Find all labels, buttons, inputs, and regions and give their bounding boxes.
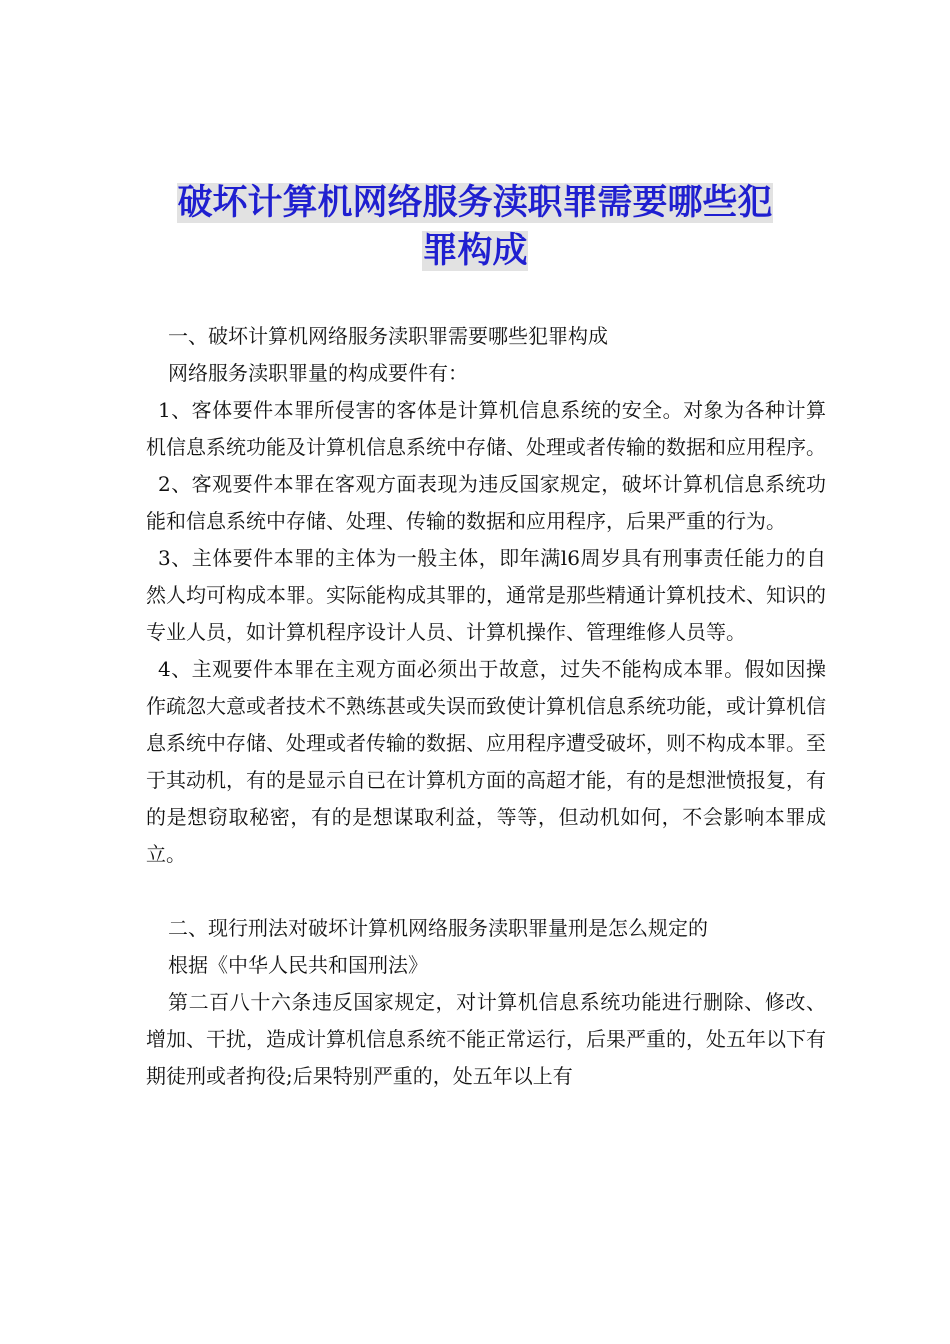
section-2-intro: 根据《中华人民共和国刑法》 <box>168 953 428 977</box>
section-1-item-1: 1、客体要件本罪所侵害的客体是计算机信息系统的安全。对象为各种计算机信息系统功能及计算机信息系统中存储、处理或者传输的数据和应用程序。 <box>146 398 826 459</box>
section-1-item-3: 3、主体要件本罪的主体为一般主体，即年满l6周岁具有刑事责任能力的自然人均可构成本罪。实际能构成其罪的，通常是那些精通计算机技术、知识的专业人员，如计算机程序设计人员、计算机操作、管理维修人员等。 <box>146 546 826 644</box>
section-1-item-2: 2、客观要件本罪在客观方面表现为违反国家规定，破坏计算机信息系统功能和信息系统中存储、处理、传输的数据和应用程序，后果严重的行为。 <box>146 472 826 533</box>
section-1-intro: 网络服务渎职罪量的构成要件有： <box>168 361 468 385</box>
document-title-line-2 <box>140 226 810 276</box>
document-title-line-1 <box>140 178 810 228</box>
section-1-heading: 一、破坏计算机网络服务渎职罪需要哪些犯罪构成 <box>168 324 608 348</box>
title-highlight-2: 罪构成 <box>422 231 528 271</box>
document-body <box>146 318 826 1095</box>
section-2-item-1: 第二百八十六条违反国家规定，对计算机信息系统功能进行删除、修改、增加、干扰，造成计算机信息系统不能正常运行，后果严重的，处五年以下有期徒刑或者拘役;后果特别严重的，处五年以上有 <box>146 990 826 1088</box>
section-spacer <box>146 873 826 910</box>
section-2-heading: 二、现行刑法对破坏计算机网络服务渎职罪量刑是怎么规定的 <box>168 916 708 940</box>
title-highlight-1: 破坏计算机网络服务渎职罪需要哪些犯 <box>177 183 773 223</box>
section-1-item-4: 4、主观要件本罪在主观方面必须出于故意，过失不能构成本罪。假如因操作疏忽大意或者技术不熟练甚或失误而致使计算机信息系统功能，或计算机信息系统中存储、处理或者传输的数据、应用程序遭受破坏，则不构成本罪。至于其动机，有的是显示自已在计算机方面的高超才能，有的是想泄愤报复，有的是想窃取秘密，有的是想谋取利益，等等，但动机如何，不会影响本罪成立。 <box>146 657 826 866</box>
